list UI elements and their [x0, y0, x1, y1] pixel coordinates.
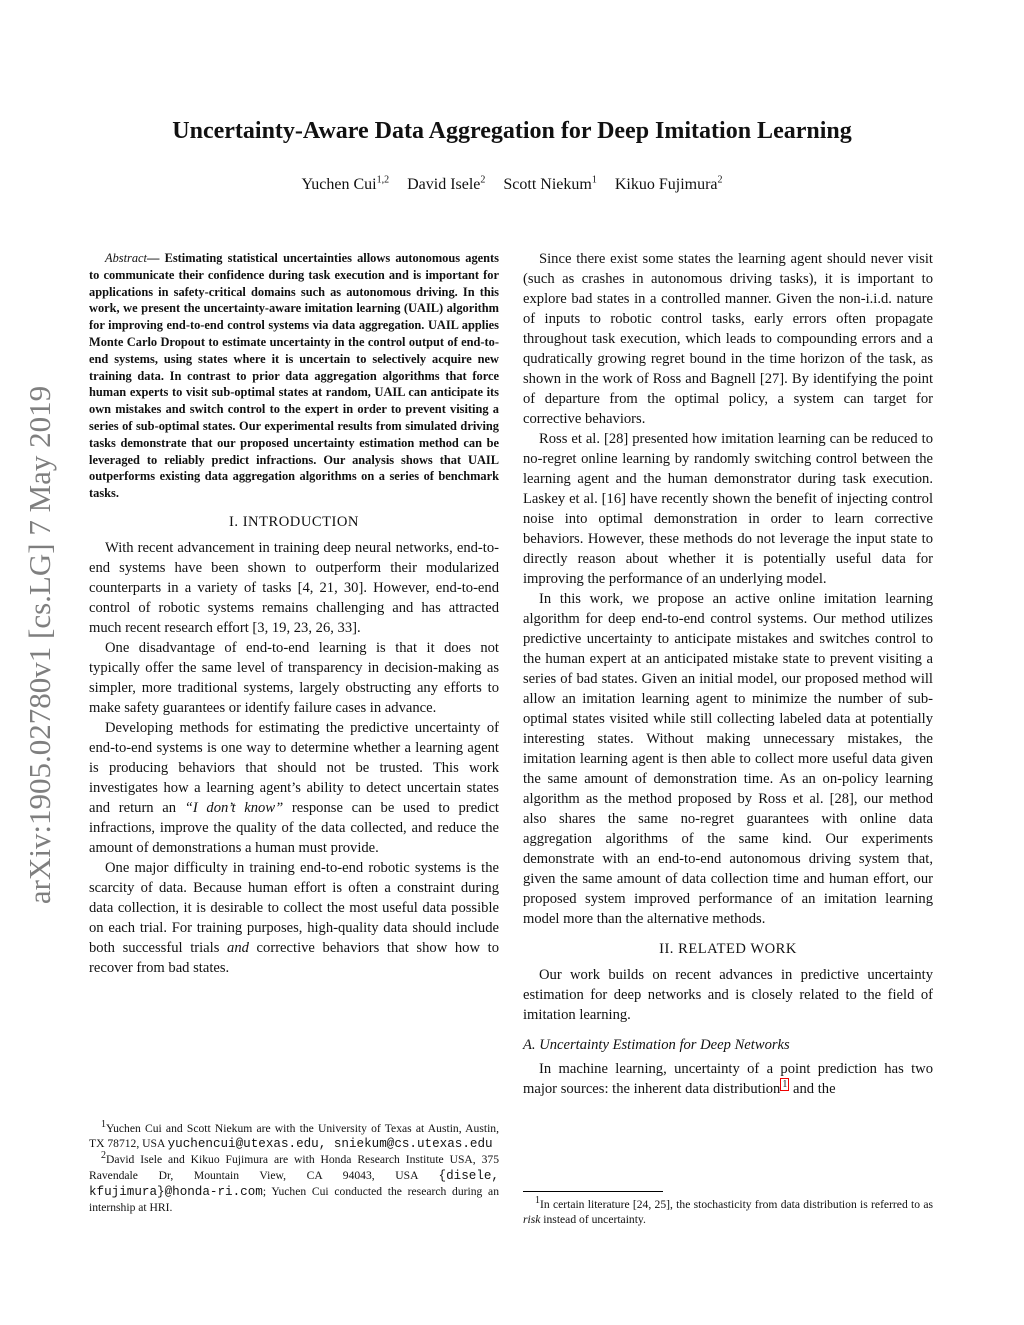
affiliation-footnotes [89, 1121, 499, 1215]
section-heading-introduction: I. INTRODUCTION [229, 513, 359, 530]
left-column [89, 250, 499, 978]
paragraph: One major difficulty in training end-to-end robotic systems is the scarcity of data. Because human effort is often a constraint during data collection, it is desirable to collect the most useful data possible on each trial. For training purposes, high-quality data should include both successful trials and corrective behaviors that show how to recover from bad states. [89, 859, 499, 976]
paragraph: One disadvantage of end-to-end learning is that it does not typically offer the same level of transparency in decision-making as simpler, more traditional systems, largely obstructing any efforts to make safety guarantees or identify failure cases in advance. [89, 639, 499, 716]
subsection-heading: A. Uncertainty Estimation for Deep Networks [523, 1037, 790, 1053]
paragraph: Developing methods for estimating the predictive uncertainty of end-to-end systems is one way to determine whether a learning agent is producing behaviors that should not be trusted. This work investigates how a learning agent’s ability to detect uncertain states and return an “I don’t know” response can be used to predict infractions, improve the quality of the data collected, and reduce the amount of demonstrations a human must provide. [89, 719, 499, 856]
paper-title: Uncertainty-Aware Data Aggregation for Deep Imitation Learning [172, 118, 852, 144]
abstract: Abstract— Estimating statistical uncertainties allows autonomous agents to communicate their confidence during task execution and is important for applications in safety-critical domains such as autonomous driving. In this work, we present the uncertainty-aware imitation learning (UAIL) algorithm for improving end-to-end control systems via data aggregation. UAIL applies Monte Carlo Dropout to estimate uncertainty in the control output of end-to-end systems, using states where it is uncertain to selectively acquire new training data. In contrast to prior data aggregation algorithms that force human experts to visit sub-optimal states at random, UAIL can anticipate its own mistakes and switch control to the expert in order to prevent visiting a series of sub-optimal states. Our experimental results from simulated driving tasks demonstrate that our proposed uncertainty estimation method can be leveraged to reliably predict infractions. Our analysis shows that UAIL outperforms existing data aggregation algorithms on a series of benchmark tasks. [89, 251, 499, 501]
paragraph: In machine learning, uncertainty of a point prediction has two major sources: the inherent data distribution $^1$ and the [523, 1061, 933, 1097]
footnote-rule [523, 1191, 663, 1192]
arxiv-stamp: arXiv:1905.02780v1 [cs.LG] 7 May 2019 [22, 385, 57, 905]
author: Yuchen Cui$^{1,2}$ [301, 174, 390, 193]
paragraph: With recent advancement in training deep neural networks, end-to-end systems have been shown to outperform their modularized counterparts in a variety of tasks [4, 21, 30]. However, end-to-end control of robotic systems remains challenging and has attracted much recent research effort [3, 19, 23, 26, 33]. [89, 539, 499, 636]
footnote: $^1$In certain literature [24, 25], the stochasticity from data distribution is referred to as risk instead of uncertainty. [523, 1195, 933, 1227]
right-column [523, 249, 933, 1099]
footnote: $^1$Yuchen Cui and Scott Niekum are with the University of Texas at Austin, Austin, TX 78712, USA yuchencui@utexas.edu, sniekum@cs.utexas.edu [89, 1119, 499, 1152]
footnote: $^2$David Isele and Kikuo Fujimura are with Honda Research Institute USA, 375 Ravendale Dr, Mountain View, CA 94043, USA {disele, kfujimura}@honda-ri.com; Yuchen Cui conducted the research during an internship at HRI. [89, 1150, 499, 1215]
author: Kikuo Fujimura$^2$ [614, 174, 723, 193]
author: David Isele$^2$ [407, 174, 486, 193]
author-list [0, 176, 1024, 194]
author: Scott Niekum$^1$ [503, 174, 597, 193]
footnote-link[interactable]: 1 [782, 1079, 788, 1091]
paragraph: Since there exist some states the learning agent should never visit (such as crashes in autonomous driving tasks), it is important to explore bad states in a controlled manner. Given the non-i.i.d. nature of inputs to robotic control tasks, early errors often propagate throughout task execution, which leads to compounding errors and a qudratically growing regret bound in the time horizon of the task, as shown in the work of Ross and Bagnell [27]. By identifying the point of departure from the optimal policy, a system can target for corrective behaviors. [523, 251, 933, 427]
paragraph: Ross et al. [28] presented how imitation learning can be reduced to no-regret online learning by randomly switching control between the learning agent and the human demonstrator during task execution. Laskey et al. [16] have recently shown the benefit of injecting control noise into optimal demonstration in order to learn corrective behaviors. However, these methods do not leverage the input state to directly reason about whether it is potentially useful data for improving the performance of an underlying model. [523, 431, 933, 587]
paragraph: In this work, we propose an active online imitation learning algorithm for deep end-to-end control systems. Our method utilizes predictive uncertainty to anticipate mistakes and switches control to the human expert at an anticipated mistake state to prevent visiting a series of bad states. Given an initial model, our proposed method will allow an imitation learning agent to minimize the number of sub-optimal states visited while still collecting labeled data at potentially interesting states. Without making unnecessary mistakes, the imitation learning agent is then able to collect more useful data given the same amount of demonstration time. As an on-policy learning algorithm as the method proposed by Ross et al. [28], our method also shares the same no-regret guarantees with online data aggregation algorithms of the same kind. Our experiments demonstrate with an end-to-end autonomous driving system that, given the same amount of data collection time and human effort, our proposed system improved performance of an imitation learning model more than the alternative methods. [523, 591, 933, 927]
section-heading-related-work: II. RELATED WORK [659, 941, 797, 957]
paragraph: Our work builds on recent advances in predictive uncertainty estimation for deep networks and is closely related to the field of imitation learning. [523, 967, 933, 1023]
footnote-risk [523, 1197, 933, 1227]
